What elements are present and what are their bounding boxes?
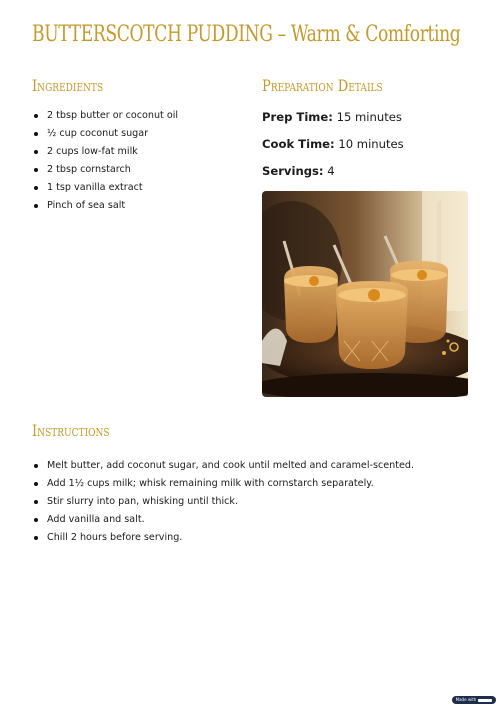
brand-logo-icon bbox=[478, 699, 492, 702]
ingredient-item: 2 tbsp cornstarch bbox=[32, 161, 178, 179]
ingredients-list bbox=[32, 107, 178, 215]
ingredient-item: 2 cups low-fat milk bbox=[32, 143, 178, 161]
cook-time bbox=[262, 137, 404, 151]
servings-value: 4 bbox=[327, 164, 335, 178]
instruction-step: Add 1½ cups milk; whisk remaining milk with cornstarch separately. bbox=[32, 475, 414, 493]
recipe-title: BUTTERSCOTCH PUDDING – Warm & Comforting bbox=[32, 22, 461, 47]
preparation-heading: Preparation Details bbox=[262, 76, 383, 95]
prep-time bbox=[262, 110, 402, 124]
servings bbox=[262, 164, 335, 178]
instructions-list bbox=[32, 457, 414, 547]
instructions-heading: Instructions bbox=[32, 421, 110, 440]
prep-time-label: Prep Time: bbox=[262, 110, 333, 124]
instruction-step: Melt butter, add coconut sugar, and cook until melted and caramel-scented. bbox=[32, 457, 414, 475]
instruction-step: Chill 2 hours before serving. bbox=[32, 529, 414, 547]
prep-time-value: 15 minutes bbox=[336, 110, 402, 124]
ingredient-item: ½ cup coconut sugar bbox=[32, 125, 178, 143]
ingredient-item: Pinch of sea salt bbox=[32, 197, 178, 215]
pudding-photo bbox=[262, 191, 468, 397]
ingredient-item: 2 tbsp butter or coconut oil bbox=[32, 107, 178, 125]
servings-label: Servings: bbox=[262, 164, 324, 178]
ingredients-heading: Ingredients bbox=[32, 76, 104, 95]
ingredient-item: 1 tsp vanilla extract bbox=[32, 179, 178, 197]
made-with-badge[interactable] bbox=[452, 696, 496, 704]
cook-time-label: Cook Time: bbox=[262, 137, 335, 151]
instruction-step: Stir slurry into pan, whisking until thick. bbox=[32, 493, 414, 511]
cook-time-value: 10 minutes bbox=[338, 137, 404, 151]
instruction-step: Add vanilla and salt. bbox=[32, 511, 414, 529]
made-with-label: Made with bbox=[455, 697, 477, 702]
